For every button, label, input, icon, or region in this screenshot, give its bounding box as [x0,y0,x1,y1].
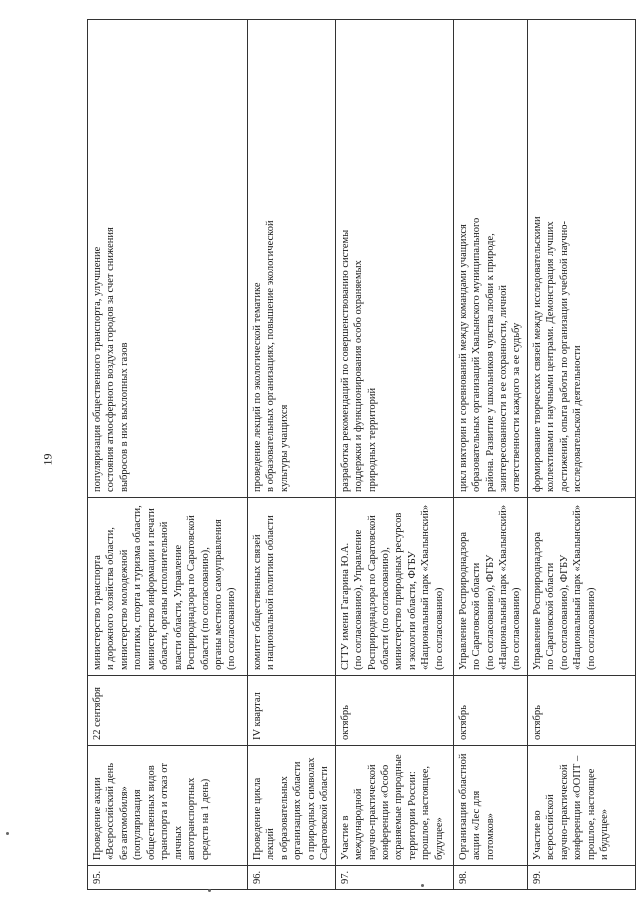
table-row [527,20,635,890]
result-cell: популяризация общественного транспорта, улучшение состояния атмосферного воздуха городов за счет снижения выбросов в них выхлопных газов [88,20,248,498]
page-number: 19 [40,453,55,466]
row-number: 95. [88,866,248,890]
row-number: 99. [527,866,635,890]
table-row [88,20,248,890]
responsible-cell: Управление Росприроднадзора по Саратовской области (по согласованию), ФГБУ «Национальный парк «Хвалынский» (по согласованию) [527,498,635,676]
scan-speck [208,889,211,892]
result-cell: формирование творческих связей между исследовательскими коллективами и научными центрами. Демонстрация лучших достижений, опыта работы по организации учебной научно- исследовательской деятельности [527,20,635,498]
result-cell: цикл викторин и соревнований между командами учащихся образовательных организаций Хвалынского муниципального района. Развитие у школьников чувства любви к природе, заинтересованности в ее сохранности, личной ответственности каждого за ее судьбу [453,20,527,498]
event-cell: Участие во всероссийской научно-практической конференции «ООПТ – прошлое, настоящее и будущее» [527,746,635,866]
result-cell: разработка рекомендаций по совершенствованию системы поддержки и функционирования особо охраняемых природных территорий [335,20,453,498]
events-table [87,19,636,890]
responsible-cell: министерство транспорта и дорожного хозяйства области, министерство молодежной политики, спорта и туризма области, министерство информации и печати области, органы исполнительной власти области, Управление Росприроднадзора по Саратовской области (по согласованию), органы местного самоуправления (по согласованию) [88,498,248,676]
event-cell: Участие в международной научно-практической конференции «Особо охраняемые природные территории России: прошлое, настоящее, будущее» [335,746,453,866]
responsible-cell: Управление Росприроднадзора по Саратовской области (по согласованию), ФГБУ «Национальный парк «Хвалынский» (по согласованию) [453,498,527,676]
date-cell: 22 сентября [88,676,248,746]
table-row [453,20,527,890]
date-cell: октябрь [527,676,635,746]
date-cell: октябрь [335,676,453,746]
result-cell: проведение лекций по экологической тематике в образовательных организациях, повышение экологической культуры учащихся [248,20,336,498]
date-cell: IV квартал [248,676,336,746]
row-number: 97. [335,866,453,890]
scan-speck [421,884,424,887]
date-cell: октябрь [453,676,527,746]
responsible-cell: СГТУ имени Гагарина Ю.А. (по согласованию), Управление Росприроднадзора по Саратовской области (по согласованию), министерство природных ресурсов и экологии области, ФГБУ «Национальный парк «Хвалынский» (по согласованию) [335,498,453,676]
event-cell: Организация областной акции «Лес для потомков» [453,746,527,866]
table-row [248,20,336,890]
table-row [335,20,453,890]
row-number: 96. [248,866,336,890]
responsible-cell: комитет общественных связей и национальной политики области [248,498,336,676]
row-number: 98. [453,866,527,890]
event-cell: Проведение акции «Всероссийский день без автомобиля» (популяризация общественных видов транспорта и отказ от личных автотранспортных средств на 1 день) [88,746,248,866]
scan-speck [6,832,9,835]
event-cell: Проведение цикла лекций в образовательных организациях области о природных символах Саратовской области [248,746,336,866]
